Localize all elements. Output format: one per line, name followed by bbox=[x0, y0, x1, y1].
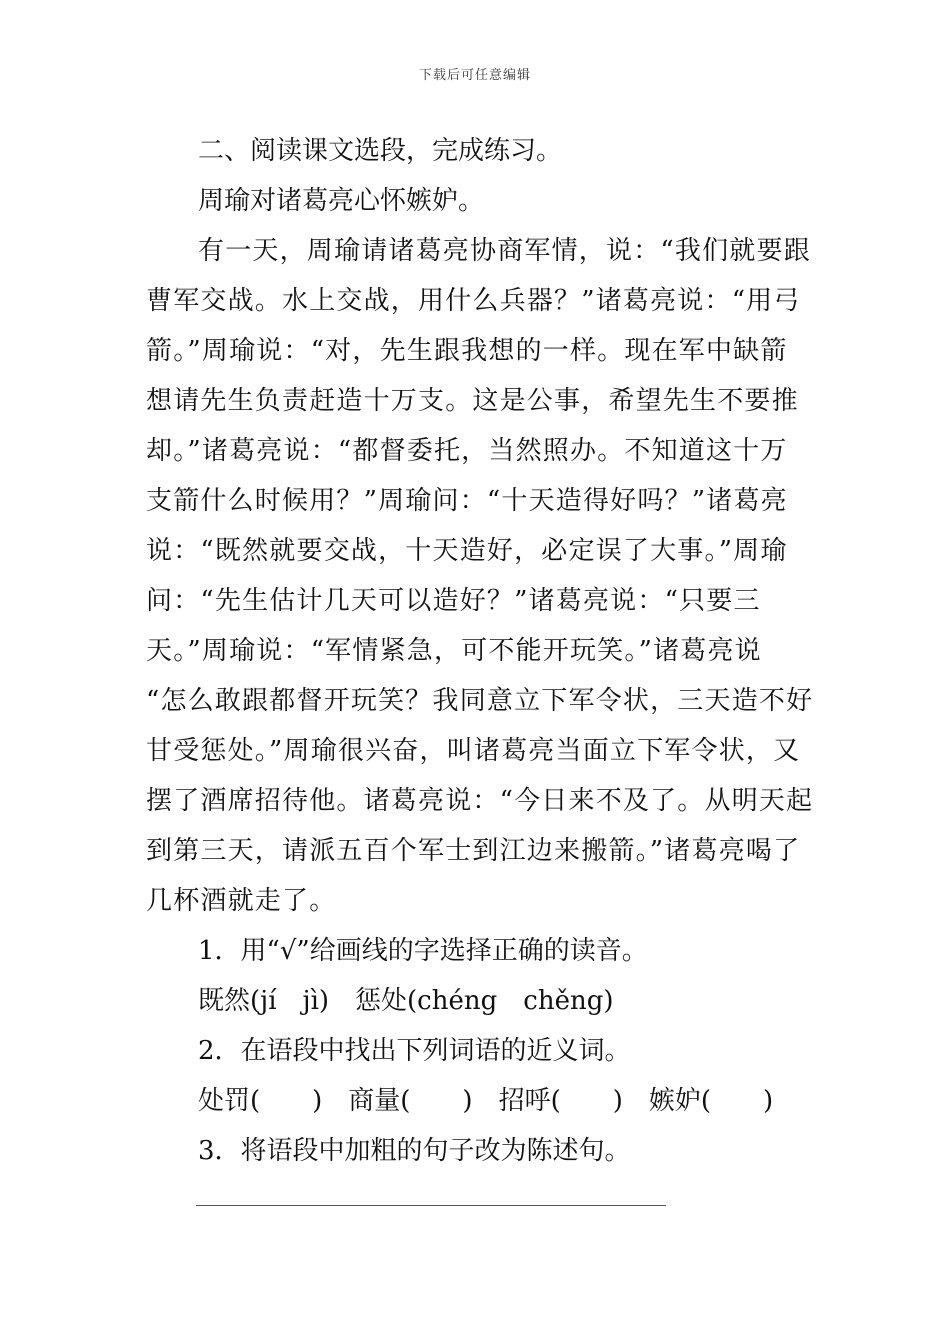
passage-line: 说：“既然就要交战，十天造好，必定误了大事。”周瑜 bbox=[146, 536, 788, 566]
passage-line: 却。”诸葛亮说：“都督委托，当然照办。不知道这十万 bbox=[146, 436, 788, 466]
document-body bbox=[146, 126, 814, 1206]
question-1-prompt: 1．用“√”给画线的字选择正确的读音。 bbox=[198, 936, 648, 966]
question-2-items: 处罚( ) 商量( ) 招呼( ) 嫉妒( ) bbox=[198, 1086, 774, 1116]
passage-line: 箭。”周瑜说：“对，先生跟我想的一样。现在军中缺箭 bbox=[146, 336, 788, 366]
question-1-options: 既然(jí jì) 惩处(chéng chěng) bbox=[198, 986, 614, 1016]
passage-line: “怎么敢跟都督开玩笑？我同意立下军令状，三天造不好 bbox=[146, 686, 814, 716]
passage-line: 支箭什么时候用？”周瑜问：“十天造得好吗？”诸葛亮 bbox=[146, 486, 788, 516]
passage-line: 有一天，周瑜请诸葛亮协商军情，说：“我们就要跟 bbox=[198, 236, 811, 266]
section-title: 二、阅读课文选段，完成练习。 bbox=[198, 136, 563, 166]
passage bbox=[146, 226, 814, 926]
passage-line: 问：“先生估计几天可以造好？”诸葛亮说：“只要三 bbox=[146, 586, 761, 616]
passage-line: 曹军交战。水上交战，用什么兵器？”诸葛亮说：“用弓 bbox=[146, 286, 801, 316]
passage-line: 几杯酒就走了。 bbox=[146, 886, 337, 916]
section-subtitle: 周瑜对诸葛亮心怀嫉妒。 bbox=[198, 186, 485, 216]
passage-line: 想请先生负责赶造十万支。这是公事，希望先生不要推 bbox=[146, 386, 799, 416]
passage-line: 甘受惩处。”周瑜很兴奋，叫诸葛亮当面立下军令状，又 bbox=[146, 736, 801, 766]
answer-blank-line[interactable] bbox=[196, 1204, 666, 1206]
question-3-prompt: 3．将语段中加粗的句子改为陈述句。 bbox=[198, 1136, 631, 1166]
question-2-prompt: 2．在语段中找出下列词语的近义词。 bbox=[198, 1036, 631, 1066]
passage-line: 天。”周瑜说：“军情紧急，可不能开玩笑。”诸葛亮说 bbox=[146, 636, 762, 666]
passage-line: 到第三天，请派五百个军士到江边来搬箭。”诸葛亮喝了 bbox=[146, 836, 801, 866]
passage-line: 摆了酒席招待他。诸葛亮说：“今日来不及了。从明天起 bbox=[146, 786, 814, 816]
page-header: 下载后可任意编辑 bbox=[418, 68, 531, 83]
